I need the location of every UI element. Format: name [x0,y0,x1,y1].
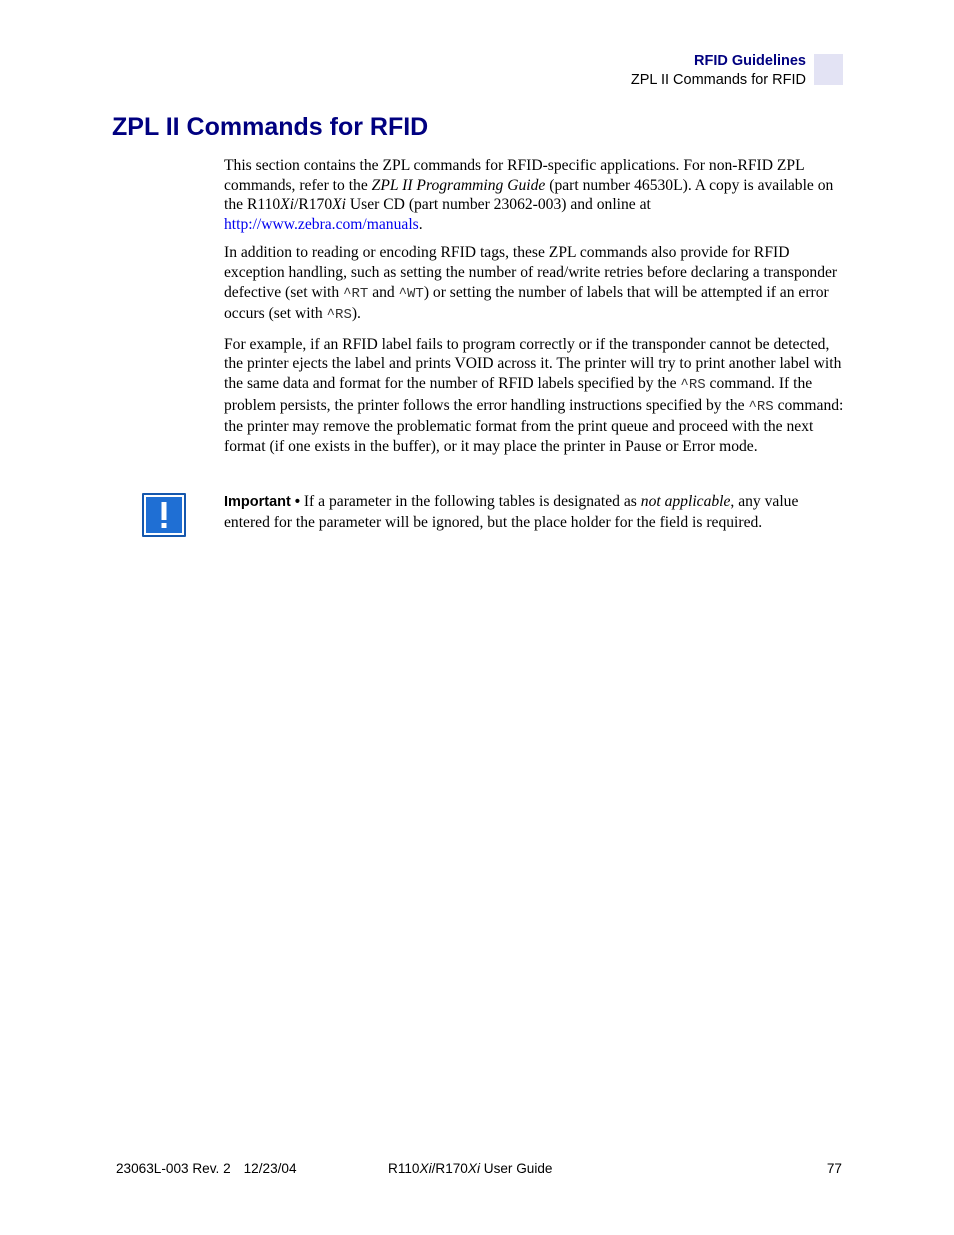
paragraph-exception-handling: In addition to reading or encoding RFID tags, these ZPL commands also provide for RFID exception handling, such as setting the number of read/write retries before declaring a transponder defective (set with ^RT and ^WT) or setting the number of labels that will be attempted if an error occurs (set with ^RS). [224,244,838,324]
page-footer [116,1161,842,1181]
command-rs: ^RS [748,398,774,415]
header-thumb-tab [814,54,843,85]
paragraph-example: For example, if an RFID label fails to program correctly or if the transponder cannot be detected, the printer ejects the label and prints VOID across it. The printer will try to print another label with the same data and format for the number of RFID labels specified by the ^RS command. If the problem persists, the printer follows the error handling instructions specified by the ^RS command: the printer may remove the problematic format from the print queue and proceed with the next format (if one exists in the buffer), or it may place the printer in Pause or Error mode. [224,335,844,455]
command-rs: ^RS [680,376,706,393]
important-note: Important • If a parameter in the following tables is designated as not applicable, any value entered for the parameter will be ignored, but the place holder for the field is required. [224,493,799,531]
page-title: ZPL II Commands for RFID [112,113,429,141]
important-label: Important • [224,494,300,510]
header-section-title: RFID Guidelines [694,53,806,69]
footer-page-number: 77 [826,1161,842,1176]
not-applicable-term: not applicable [640,493,731,510]
command-rt: ^RT [343,285,369,302]
guide-title: ZPL II Programming Guide [371,176,546,194]
manuals-link[interactable]: http://www.zebra.com/manuals [224,215,419,233]
footer-doc-rev: 23063L-003 Rev. 2 [116,1161,231,1176]
running-header [631,52,806,90]
header-subsection-title: ZPL II Commands for RFID [630,72,806,88]
exclamation-icon [142,493,186,537]
footer-guide-title: R110Xi/R170Xi User Guide [388,1161,553,1176]
body-text [224,156,844,465]
command-wt: ^WT [398,285,424,302]
footer-doc-info [116,1161,297,1176]
footer-date: 12/23/04 [243,1161,297,1176]
command-rs: ^RS [326,307,352,324]
paragraph-intro: This section contains the ZPL commands for RFID-specific applications. For non-RFID ZPL commands, refer to the ZPL II Programming Guide (part number 46530L). A copy is available on the R110Xi/R170Xi User CD (part number 23062-003) and online at http://www.zebra.com/manuals. [224,157,834,233]
